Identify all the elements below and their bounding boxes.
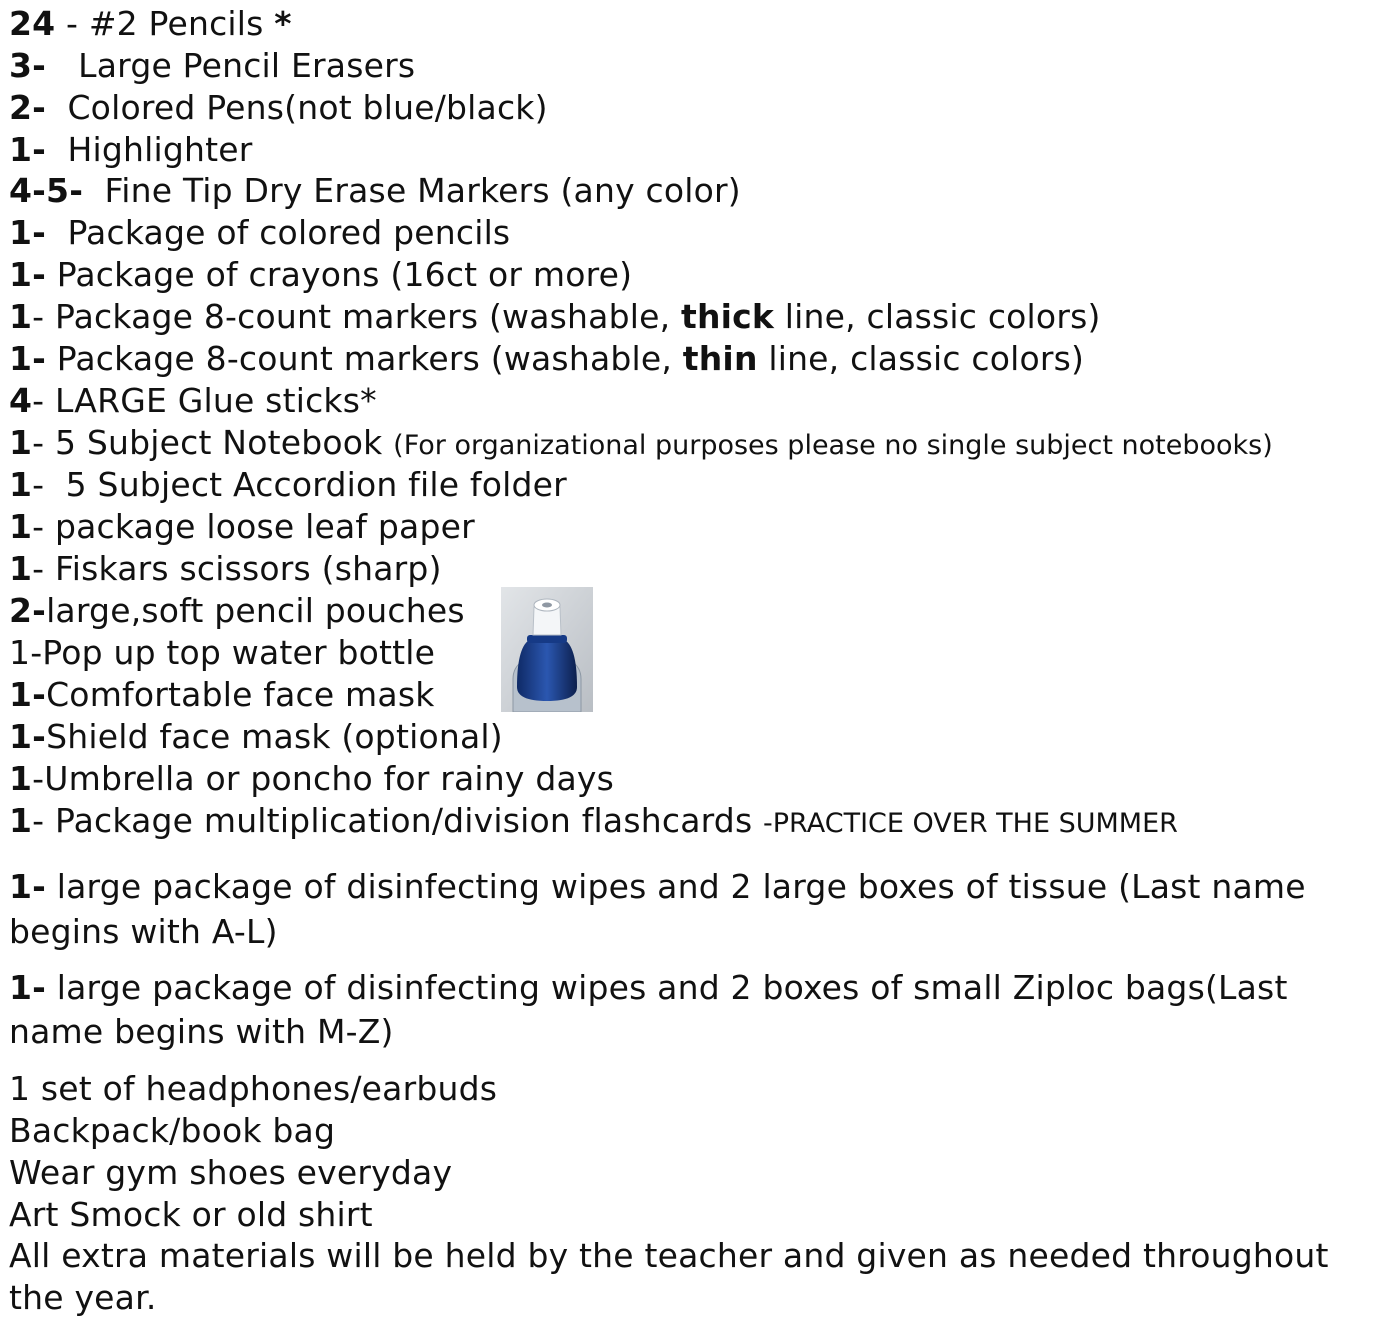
list-item: 1- Package 8-count markers (washable, thick line, classic colors): [9, 297, 1101, 336]
extra-item: 1 set of headphones/earbuds: [9, 1069, 498, 1108]
list-item: 1- Highlighter: [9, 130, 253, 169]
extra-item: Wear gym shoes everyday: [9, 1153, 453, 1192]
list-item: 1- Package 8-count markers (washable, thin line, classic colors): [9, 339, 1085, 378]
list-item: 1- 5 Subject Accordion file folder: [9, 465, 567, 504]
list-item: 1-Comfortable face mask: [9, 675, 435, 714]
list-item: 24 - #2 Pencils *: [9, 4, 292, 43]
extra-item: Art Smock or old shirt: [9, 1195, 373, 1234]
wipes-a-line1: 1- large package of disinfecting wipes and 2 large boxes of tissue (Last name: [9, 867, 1306, 906]
list-item: 4-5- Fine Tip Dry Erase Markers (any color): [9, 171, 741, 210]
list-item: 1- package loose leaf paper: [9, 507, 475, 546]
list-item: 2-large,soft pencil pouches: [9, 591, 465, 630]
list-item: 1-Pop up top water bottle: [9, 633, 436, 672]
list-item: 1- Package multiplication/division flashcards -PRACTICE OVER THE SUMMER: [9, 801, 1178, 840]
list-item: 4- LARGE Glue sticks*: [9, 381, 377, 420]
extra-item: the year.: [9, 1278, 157, 1317]
wipes-a-line2: begins with A-L): [9, 912, 278, 951]
extra-item: Backpack/book bag: [9, 1111, 336, 1150]
list-item: 1- 5 Subject Notebook (For organizational purposes please no single subject notebooks): [9, 423, 1273, 462]
list-item: 1- Package of colored pencils: [9, 213, 511, 252]
water-bottle-icon: [501, 587, 593, 712]
list-item: 1-Umbrella or poncho for rainy days: [9, 759, 615, 798]
wipes-m-line2: name begins with M-Z): [9, 1012, 394, 1051]
list-item: 1- Fiskars scissors (sharp): [9, 549, 442, 588]
list-item: 2- Colored Pens(not blue/black): [9, 88, 548, 127]
list-item: 3- Large Pencil Erasers: [9, 46, 416, 85]
list-item: 1- Package of crayons (16ct or more): [9, 255, 633, 294]
extra-item: All extra materials will be held by the teacher and given as needed throughout: [9, 1236, 1329, 1275]
list-item: 1-Shield face mask (optional): [9, 717, 503, 756]
wipes-m-line1: 1- large package of disinfecting wipes and 2 boxes of small Ziploc bags(Last: [9, 968, 1288, 1007]
